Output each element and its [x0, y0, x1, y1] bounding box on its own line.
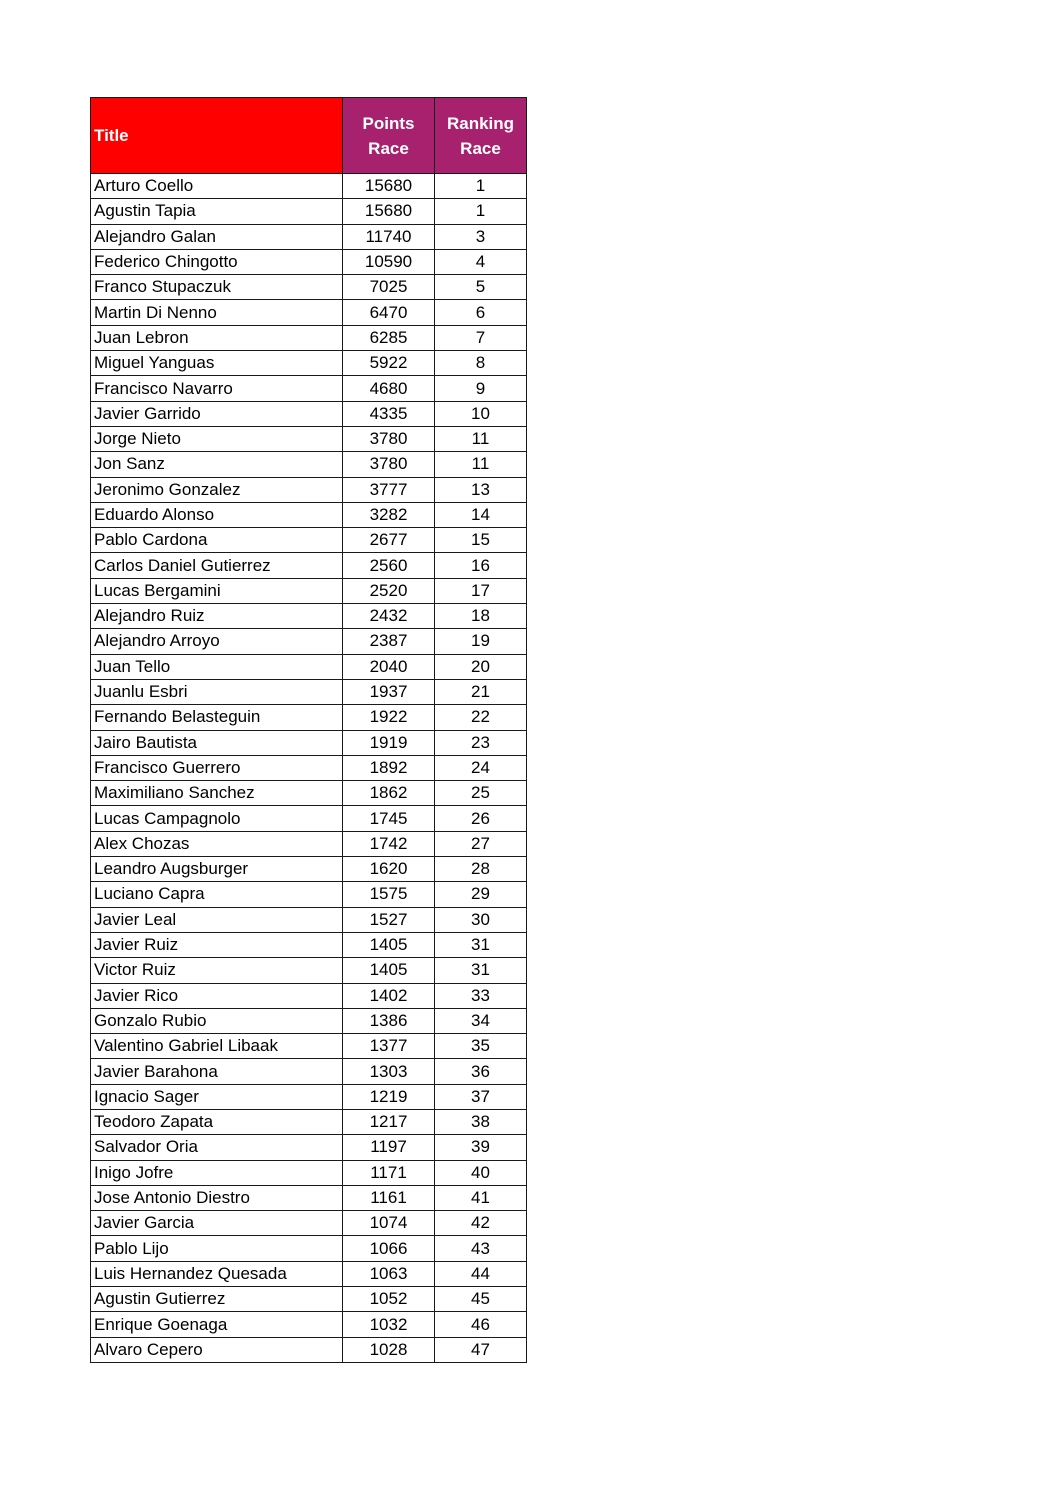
player-name-cell: Valentino Gabriel Libaak — [91, 1034, 343, 1059]
ranking-race-cell: 7 — [435, 325, 527, 350]
points-race-cell: 1197 — [343, 1135, 435, 1160]
ranking-sheet — [90, 97, 527, 1363]
player-name-cell: Jeronimo Gonzalez — [91, 477, 343, 502]
player-name-cell: Eduardo Alonso — [91, 502, 343, 527]
header-row — [91, 98, 527, 174]
player-name-cell: Juanlu Esbri — [91, 679, 343, 704]
points-race-cell: 1028 — [343, 1337, 435, 1362]
points-race-cell: 1217 — [343, 1109, 435, 1134]
player-name-cell: Francisco Guerrero — [91, 755, 343, 780]
player-name-cell: Alex Chozas — [91, 831, 343, 856]
table-row — [91, 1287, 527, 1312]
ranking-race-cell: 22 — [435, 705, 527, 730]
table-row — [91, 553, 527, 578]
points-race-cell: 2677 — [343, 528, 435, 553]
points-race-cell: 2432 — [343, 604, 435, 629]
points-race-cell: 1892 — [343, 755, 435, 780]
player-name-cell: Javier Garcia — [91, 1211, 343, 1236]
points-race-cell: 4335 — [343, 401, 435, 426]
points-race-cell: 6470 — [343, 300, 435, 325]
header-ranking-line-2: Race — [460, 138, 501, 158]
points-race-cell: 1527 — [343, 907, 435, 932]
ranking-race-cell: 45 — [435, 1287, 527, 1312]
table-row — [91, 1008, 527, 1033]
table-row — [91, 907, 527, 932]
table-row — [91, 882, 527, 907]
player-name-cell: Javier Rico — [91, 983, 343, 1008]
player-name-cell: Fernando Belasteguin — [91, 705, 343, 730]
player-name-cell: Javier Garrido — [91, 401, 343, 426]
ranking-race-cell: 43 — [435, 1236, 527, 1261]
ranking-race-cell: 44 — [435, 1261, 527, 1286]
points-race-cell: 1377 — [343, 1034, 435, 1059]
table-row — [91, 1084, 527, 1109]
table-row — [91, 300, 527, 325]
ranking-race-cell: 17 — [435, 578, 527, 603]
ranking-race-cell: 10 — [435, 401, 527, 426]
points-race-cell: 1303 — [343, 1059, 435, 1084]
table-row — [91, 781, 527, 806]
ranking-race-cell: 26 — [435, 806, 527, 831]
player-name-cell: Agustin Gutierrez — [91, 1287, 343, 1312]
table-row — [91, 1034, 527, 1059]
table-row — [91, 629, 527, 654]
header-ranking-race — [435, 98, 527, 174]
table-row — [91, 705, 527, 730]
ranking-race-cell: 18 — [435, 604, 527, 629]
table-body — [91, 174, 527, 1363]
points-race-cell: 1219 — [343, 1084, 435, 1109]
player-name-cell: Juan Tello — [91, 654, 343, 679]
points-race-cell: 1575 — [343, 882, 435, 907]
table-row — [91, 1109, 527, 1134]
ranking-race-cell: 37 — [435, 1084, 527, 1109]
ranking-race-cell: 3 — [435, 224, 527, 249]
ranking-race-cell: 47 — [435, 1337, 527, 1362]
points-race-cell: 1937 — [343, 679, 435, 704]
points-race-cell: 4680 — [343, 376, 435, 401]
points-race-cell: 7025 — [343, 275, 435, 300]
points-race-cell: 6285 — [343, 325, 435, 350]
player-name-cell: Victor Ruiz — [91, 958, 343, 983]
ranking-race-cell: 5 — [435, 275, 527, 300]
player-name-cell: Alvaro Cepero — [91, 1337, 343, 1362]
table-row — [91, 275, 527, 300]
ranking-race-cell: 24 — [435, 755, 527, 780]
player-name-cell: Juan Lebron — [91, 325, 343, 350]
ranking-race-cell: 40 — [435, 1160, 527, 1185]
points-race-cell: 1052 — [343, 1287, 435, 1312]
table-row — [91, 528, 527, 553]
table-row — [91, 958, 527, 983]
ranking-race-cell: 15 — [435, 528, 527, 553]
ranking-race-cell: 42 — [435, 1211, 527, 1236]
table-row — [91, 224, 527, 249]
points-race-cell: 15680 — [343, 174, 435, 199]
ranking-race-cell: 25 — [435, 781, 527, 806]
points-race-cell: 2387 — [343, 629, 435, 654]
player-name-cell: Javier Barahona — [91, 1059, 343, 1084]
table-row — [91, 199, 527, 224]
table-row — [91, 1261, 527, 1286]
player-name-cell: Teodoro Zapata — [91, 1109, 343, 1134]
player-name-cell: Salvador Oria — [91, 1135, 343, 1160]
table-row — [91, 1211, 527, 1236]
ranking-race-cell: 28 — [435, 857, 527, 882]
points-race-cell: 1922 — [343, 705, 435, 730]
points-race-cell: 3780 — [343, 426, 435, 451]
ranking-race-cell: 19 — [435, 629, 527, 654]
player-name-cell: Franco Stupaczuk — [91, 275, 343, 300]
points-race-cell: 2520 — [343, 578, 435, 603]
player-name-cell: Alejandro Ruiz — [91, 604, 343, 629]
player-name-cell: Jon Sanz — [91, 452, 343, 477]
table-row — [91, 351, 527, 376]
player-name-cell: Jose Antonio Diestro — [91, 1185, 343, 1210]
player-name-cell: Maximiliano Sanchez — [91, 781, 343, 806]
player-name-cell: Jorge Nieto — [91, 426, 343, 451]
ranking-table — [90, 97, 527, 1363]
points-race-cell: 1405 — [343, 958, 435, 983]
table-row — [91, 604, 527, 629]
table-row — [91, 1185, 527, 1210]
table-row — [91, 983, 527, 1008]
player-name-cell: Javier Leal — [91, 907, 343, 932]
ranking-race-cell: 39 — [435, 1135, 527, 1160]
ranking-race-cell: 41 — [435, 1185, 527, 1210]
player-name-cell: Javier Ruiz — [91, 932, 343, 957]
ranking-race-cell: 46 — [435, 1312, 527, 1337]
player-name-cell: Carlos Daniel Gutierrez — [91, 553, 343, 578]
table-row — [91, 325, 527, 350]
table-row — [91, 249, 527, 274]
ranking-race-cell: 34 — [435, 1008, 527, 1033]
header-points-line-1: Points — [362, 113, 415, 133]
player-name-cell: Leandro Augsburger — [91, 857, 343, 882]
player-name-cell: Inigo Jofre — [91, 1160, 343, 1185]
header-title — [91, 98, 343, 174]
player-name-cell: Lucas Bergamini — [91, 578, 343, 603]
points-race-cell: 1742 — [343, 831, 435, 856]
ranking-race-cell: 21 — [435, 679, 527, 704]
points-race-cell: 15680 — [343, 199, 435, 224]
table-row — [91, 654, 527, 679]
ranking-race-cell: 31 — [435, 958, 527, 983]
points-race-cell: 1074 — [343, 1211, 435, 1236]
header-title-label: Title — [94, 126, 129, 145]
ranking-race-cell: 14 — [435, 502, 527, 527]
ranking-race-cell: 20 — [435, 654, 527, 679]
player-name-cell: Agustin Tapia — [91, 199, 343, 224]
table-row — [91, 831, 527, 856]
player-name-cell: Ignacio Sager — [91, 1084, 343, 1109]
ranking-race-cell: 36 — [435, 1059, 527, 1084]
table-row — [91, 755, 527, 780]
table-row — [91, 401, 527, 426]
table-row — [91, 376, 527, 401]
ranking-race-cell: 31 — [435, 932, 527, 957]
points-race-cell: 2040 — [343, 654, 435, 679]
points-race-cell: 3780 — [343, 452, 435, 477]
player-name-cell: Miguel Yanguas — [91, 351, 343, 376]
header-points-race — [343, 98, 435, 174]
player-name-cell: Pablo Cardona — [91, 528, 343, 553]
table-row — [91, 452, 527, 477]
ranking-race-cell: 11 — [435, 426, 527, 451]
ranking-race-cell: 1 — [435, 199, 527, 224]
points-race-cell: 10590 — [343, 249, 435, 274]
table-row — [91, 679, 527, 704]
points-race-cell: 3777 — [343, 477, 435, 502]
table-row — [91, 502, 527, 527]
table-row — [91, 1160, 527, 1185]
table-row — [91, 932, 527, 957]
ranking-race-cell: 35 — [435, 1034, 527, 1059]
ranking-race-cell: 29 — [435, 882, 527, 907]
ranking-race-cell: 27 — [435, 831, 527, 856]
points-race-cell: 11740 — [343, 224, 435, 249]
points-race-cell: 3282 — [343, 502, 435, 527]
table-row — [91, 857, 527, 882]
player-name-cell: Enrique Goenaga — [91, 1312, 343, 1337]
player-name-cell: Luis Hernandez Quesada — [91, 1261, 343, 1286]
player-name-cell: Luciano Capra — [91, 882, 343, 907]
player-name-cell: Lucas Campagnolo — [91, 806, 343, 831]
points-race-cell: 2560 — [343, 553, 435, 578]
player-name-cell: Alejandro Arroyo — [91, 629, 343, 654]
points-race-cell: 1171 — [343, 1160, 435, 1185]
ranking-race-cell: 9 — [435, 376, 527, 401]
points-race-cell: 1620 — [343, 857, 435, 882]
table-header — [91, 98, 527, 174]
points-race-cell: 1862 — [343, 781, 435, 806]
points-race-cell: 1402 — [343, 983, 435, 1008]
table-row — [91, 806, 527, 831]
ranking-race-cell: 16 — [435, 553, 527, 578]
ranking-race-cell: 30 — [435, 907, 527, 932]
player-name-cell: Francisco Navarro — [91, 376, 343, 401]
table-row — [91, 1135, 527, 1160]
points-race-cell: 1066 — [343, 1236, 435, 1261]
points-race-cell: 1405 — [343, 932, 435, 957]
table-row — [91, 730, 527, 755]
table-row — [91, 1059, 527, 1084]
ranking-race-cell: 11 — [435, 452, 527, 477]
table-row — [91, 174, 527, 199]
table-row — [91, 1312, 527, 1337]
points-race-cell: 1063 — [343, 1261, 435, 1286]
points-race-cell: 1032 — [343, 1312, 435, 1337]
ranking-race-cell: 23 — [435, 730, 527, 755]
ranking-race-cell: 1 — [435, 174, 527, 199]
player-name-cell: Pablo Lijo — [91, 1236, 343, 1261]
ranking-race-cell: 6 — [435, 300, 527, 325]
points-race-cell: 1161 — [343, 1185, 435, 1210]
header-ranking-line-1: Ranking — [446, 113, 515, 133]
ranking-race-cell: 38 — [435, 1109, 527, 1134]
points-race-cell: 1919 — [343, 730, 435, 755]
player-name-cell: Gonzalo Rubio — [91, 1008, 343, 1033]
table-row — [91, 578, 527, 603]
table-row — [91, 1236, 527, 1261]
points-race-cell: 1745 — [343, 806, 435, 831]
player-name-cell: Jairo Bautista — [91, 730, 343, 755]
table-row — [91, 1337, 527, 1362]
player-name-cell: Martin Di Nenno — [91, 300, 343, 325]
points-race-cell: 5922 — [343, 351, 435, 376]
table-row — [91, 426, 527, 451]
ranking-race-cell: 8 — [435, 351, 527, 376]
player-name-cell: Federico Chingotto — [91, 249, 343, 274]
ranking-race-cell: 13 — [435, 477, 527, 502]
points-race-cell: 1386 — [343, 1008, 435, 1033]
table-row — [91, 477, 527, 502]
ranking-race-cell: 33 — [435, 983, 527, 1008]
player-name-cell: Alejandro Galan — [91, 224, 343, 249]
header-points-line-2: Race — [368, 138, 409, 158]
ranking-race-cell: 4 — [435, 249, 527, 274]
player-name-cell: Arturo Coello — [91, 174, 343, 199]
